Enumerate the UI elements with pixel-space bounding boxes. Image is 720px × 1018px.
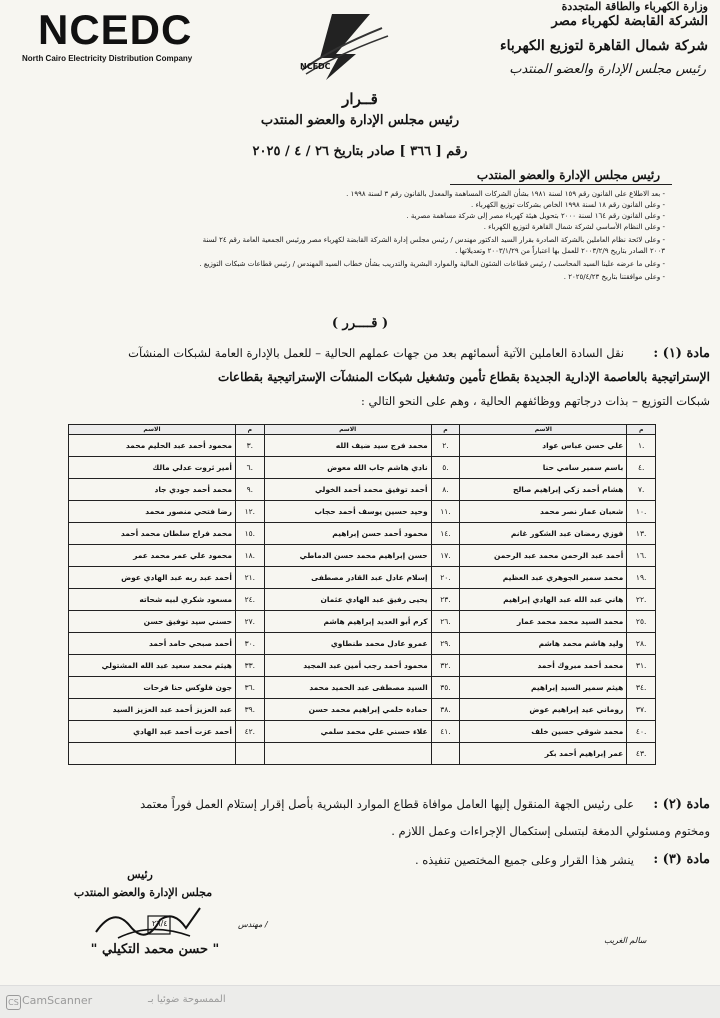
table-header-row bbox=[69, 425, 656, 435]
employee-name-cell: محمد سمير الجوهري عبد العظيم bbox=[460, 567, 627, 589]
employee-name-cell bbox=[264, 743, 431, 765]
employee-name-cell: السيد مصطفى عبد الحميد محمد bbox=[264, 677, 431, 699]
handwritten-signature bbox=[90, 902, 210, 946]
employee-name-cell: نادي هاشم جاب الله معوض bbox=[264, 457, 431, 479]
holding-name: الشركة القابضة لكهرباء مصر bbox=[551, 14, 708, 29]
preamble-line: - وعلى موافقتنا بتاريخ ٢٠٢٥/٤/٢٣ . bbox=[563, 273, 665, 281]
col-number-header: م bbox=[235, 425, 264, 435]
employee-name-cell: محمد أحمد مبروك أحمد bbox=[460, 655, 627, 677]
employee-name-cell: كرم أبو العديد إبراهيم هاشم bbox=[264, 611, 431, 633]
preamble-line: - وعلى النظام الأساسي لشركة شمال القاهرة لتوزيع الكهرباء . bbox=[483, 223, 665, 231]
employee-name-cell: محمود أحمد حسن إبراهيم bbox=[264, 523, 431, 545]
row-number-cell: .١٣ bbox=[627, 523, 656, 545]
table-row bbox=[69, 699, 656, 721]
table-row bbox=[69, 677, 656, 699]
employee-name-cell: أحمد عبد ربه عبد الهادي عوض bbox=[69, 567, 236, 589]
preamble-line: - وعلى القانون رقم ١٨ لسنة ١٩٩٨ الخاص بشركات توزيع الكهرباء . bbox=[471, 201, 665, 209]
camscanner-label: CamScanner bbox=[22, 994, 93, 1007]
preamble-line: ٢٠٠٣ الصادر بتاريخ ٢٠٠٣/٢/٩ للعمل بها اعتباراً من ٢٠٠٣/١/٢٩ وتعديلاتها . bbox=[455, 247, 665, 255]
employee-name-cell: محمود أحمد عبد الحليم محمد bbox=[69, 435, 236, 457]
employee-name-cell bbox=[69, 743, 236, 765]
camscanner-logo-icon: CS bbox=[6, 995, 21, 1010]
employee-name-cell: محمد السيد محمد محمد عمار bbox=[460, 611, 627, 633]
table-row bbox=[69, 589, 656, 611]
row-number-cell: .٤٠ bbox=[627, 721, 656, 743]
row-number-cell: .١٤ bbox=[431, 523, 460, 545]
preamble-line: - وعلى القانون رقم ١٦٤ لسنة ٢٠٠٠ بتحويل هيئة كهرباء مصر إلى شركة مساهمة مصرية . bbox=[406, 212, 665, 220]
decree-heading: ( قــــرر ) bbox=[331, 316, 389, 331]
row-number-cell: .٢٩ bbox=[431, 633, 460, 655]
employee-name-cell: هشام أحمد زكي إبراهيم صالح bbox=[460, 479, 627, 501]
row-number-cell: .٢٦ bbox=[431, 611, 460, 633]
row-number-cell bbox=[235, 743, 264, 765]
employee-name-cell: محمد فرج سيد ضيف الله bbox=[264, 435, 431, 457]
employee-name-cell: حمادة حلمي إبراهيم محمد حسن bbox=[264, 699, 431, 721]
row-number-cell: .٤١ bbox=[431, 721, 460, 743]
employee-name-cell: هاني عبد الله عبد الهادي إبراهيم bbox=[460, 589, 627, 611]
col-name-header: الاسم bbox=[69, 425, 236, 435]
employee-name-cell: محمد فراج سلطان محمد أحمد bbox=[69, 523, 236, 545]
table-row bbox=[69, 655, 656, 677]
row-number-cell: .٥ bbox=[431, 457, 460, 479]
row-number-cell: .٢٢ bbox=[627, 589, 656, 611]
row-number-cell: .٢٧ bbox=[235, 611, 264, 633]
handwritten-note: سالم الغريب bbox=[604, 936, 647, 945]
employee-name-cell: وحيد حسين يوسف أحمد حجاب bbox=[264, 501, 431, 523]
row-number-cell: .٤ bbox=[627, 457, 656, 479]
employee-name-cell: علي حسن عباس عواد bbox=[460, 435, 627, 457]
article-1-line: شبكات التوزيع – بذات درجاتهم ووظائفهم الحالية ، وهم على النحو التالي : bbox=[361, 394, 710, 408]
employee-name-cell: باسم سمير سامي حنا bbox=[460, 457, 627, 479]
article-2-line: على رئيس الجهة المنقول إليها العامل موافاة قطاع الموارد البشرية بأصل إقرار إستلام العمل فوراً معتمد bbox=[140, 797, 634, 811]
row-number-cell: .٢٥ bbox=[627, 611, 656, 633]
employee-name-cell: يحيى رفيق عبد الهادي عثمان bbox=[264, 589, 431, 611]
employees-table bbox=[68, 424, 656, 765]
handwritten-chairman: رئيس مجلس الإدارة والعضو المنتدب bbox=[509, 62, 706, 77]
row-number-cell: .٧ bbox=[627, 479, 656, 501]
row-number-cell: .٤٣ bbox=[627, 743, 656, 765]
row-number-cell: .٦ bbox=[235, 457, 264, 479]
article-3-text: ينشر هذا القرار وعلى جميع المختصين تنفيذه . bbox=[414, 853, 634, 867]
table-row bbox=[69, 567, 656, 589]
signatory-name: " حسن محمد التكيلي " bbox=[90, 942, 220, 957]
scanner-footer bbox=[0, 985, 720, 1018]
table-row bbox=[69, 545, 656, 567]
row-number-cell: .١٨ bbox=[235, 545, 264, 567]
employee-name-cell: علاء حسني علي محمد سلمي bbox=[264, 721, 431, 743]
row-number-cell: .٢١ bbox=[235, 567, 264, 589]
row-number-cell: .١٥ bbox=[235, 523, 264, 545]
preamble-heading: رئيس مجلس الإدارة والعضو المنتدب bbox=[476, 168, 660, 182]
employee-name-cell: وليد هاشم محمد هاشم bbox=[460, 633, 627, 655]
engineer-label: مهندس / bbox=[238, 920, 268, 929]
row-number-cell: .٤٢ bbox=[235, 721, 264, 743]
emblem-label: NCEDC bbox=[300, 62, 331, 71]
row-number-cell: .١٩ bbox=[627, 567, 656, 589]
row-number-cell: .١١ bbox=[431, 501, 460, 523]
row-number-cell: .٣٧ bbox=[627, 699, 656, 721]
employee-name-cell: محمود أحمد رجب أمين عبد المجيد bbox=[264, 655, 431, 677]
row-number-cell: .٢٠ bbox=[431, 567, 460, 589]
row-number-cell: .١٢ bbox=[235, 501, 264, 523]
row-number-cell: .٩ bbox=[235, 479, 264, 501]
employee-name-cell: شعبان عمار نصر محمد bbox=[460, 501, 627, 523]
ministry-name: وزارة الكهرباء والطاقة المتجددة bbox=[561, 0, 708, 13]
logo-subtitle: North Cairo Electricity Distribution Company bbox=[22, 54, 193, 63]
row-number-cell: .٣٢ bbox=[431, 655, 460, 677]
table-row bbox=[69, 523, 656, 545]
company-emblem bbox=[262, 8, 412, 80]
preamble-line: - وعلى لائحة نظام العاملين بالشركة الصادرة بقرار السيد الدكتور مهندس / رئيس مجلس إدارة الشركة القابضة لكهرباء مصر ورئيس الجمعية العامة رقم ٢٤ لسنة bbox=[202, 236, 665, 244]
employee-name-cell: مسعود شكري لبيه شحاته bbox=[69, 589, 236, 611]
row-number-cell: .١٧ bbox=[431, 545, 460, 567]
employee-name-cell: رضا فتحي منصور محمد bbox=[69, 501, 236, 523]
employee-name-cell: أحمد عبد الرحمن محمد عبد الرحمن bbox=[460, 545, 627, 567]
employee-name-cell: محمد شوقي حسين خلف bbox=[460, 721, 627, 743]
article-3-label: مادة (٣) : bbox=[653, 852, 710, 867]
employee-name-cell: أحمد توفيق محمد أحمد الخولي bbox=[264, 479, 431, 501]
row-number-cell: .٣٣ bbox=[235, 655, 264, 677]
employee-name-cell: محمد أحمد جودي جاد bbox=[69, 479, 236, 501]
row-number-cell: .٢٨ bbox=[627, 633, 656, 655]
decision-title: قــرار bbox=[342, 90, 378, 108]
preamble-line: - وعلى ما عرضه علينا السيد المحاسب / رئيس قطاعات الشئون المالية والموارد البشرية والتدريب بشأن خطاب السيد المهندس / رئيس قطاعات شبكات التوزيع . bbox=[199, 260, 665, 268]
row-number-cell: .٣٨ bbox=[431, 699, 460, 721]
employee-name-cell: إسلام عادل عبد القادر مصطفى bbox=[264, 567, 431, 589]
table-row bbox=[69, 721, 656, 743]
company-name: شركة شمال القاهرة لتوزيع الكهرباء bbox=[500, 38, 708, 54]
signature-date: ٢٦/٤ bbox=[152, 919, 168, 928]
employee-name-cell: محمود علي عمر محمد عمر bbox=[69, 545, 236, 567]
row-number-cell: .٣٤ bbox=[627, 677, 656, 699]
preamble-line: - بعد الاطلاع على القانون رقم ١٥٩ لسنة ١٩٨١ بشأن الشركات المساهمة والمعدل بالقانون رقم ٣ لسنة ١٩٩٨ . bbox=[346, 190, 665, 198]
table-row bbox=[69, 479, 656, 501]
employee-name-cell: حسني سيد توفيق حسن bbox=[69, 611, 236, 633]
col-name-header: الاسم bbox=[264, 425, 431, 435]
col-name-header: الاسم bbox=[460, 425, 627, 435]
company-logo: NCEDC bbox=[38, 6, 193, 53]
row-number-cell: .٣٦ bbox=[235, 677, 264, 699]
row-number-cell: .١٦ bbox=[627, 545, 656, 567]
scanned-by-label: الممسوحة ضوئيا بـ bbox=[148, 994, 226, 1005]
employee-name-cell: عبد العزيز أحمد عبد العزيز السيد bbox=[69, 699, 236, 721]
row-number-cell: .٢ bbox=[431, 435, 460, 457]
employee-name-cell: فوزي رمضان عبد الشكور غانم bbox=[460, 523, 627, 545]
employee-name-cell: هيثم محمد سعيد عبد الله المشتولي bbox=[69, 655, 236, 677]
table-row bbox=[69, 457, 656, 479]
row-number-cell: .١ bbox=[627, 435, 656, 457]
employee-name-cell: أحمد صبحي حامد أحمد bbox=[69, 633, 236, 655]
row-number-cell: .٣٠ bbox=[235, 633, 264, 655]
employee-name-cell: أمير ثروت عدلي مالك bbox=[69, 457, 236, 479]
article-1-line: الإستراتيجية بالعاصمة الإدارية الجديدة بقطاع تأمين وتشغيل شبكات المنشآت الإستراتيجية بقطاعات bbox=[217, 370, 710, 384]
row-number-cell bbox=[431, 743, 460, 765]
employee-name-cell: عمر إبراهيم أحمد بكر bbox=[460, 743, 627, 765]
col-number-header: م bbox=[431, 425, 460, 435]
employee-name-cell: هيثم سمير السيد إبراهيم bbox=[460, 677, 627, 699]
row-number-cell: .٣٩ bbox=[235, 699, 264, 721]
article-1-label: مادة (١) : bbox=[653, 346, 710, 361]
employee-name-cell: روماني عيد إبراهيم عوض bbox=[460, 699, 627, 721]
employee-name-cell: جون فلوكس حنا فرحات bbox=[69, 677, 236, 699]
row-number-cell: .٨ bbox=[431, 479, 460, 501]
employee-name-cell: عمرو عادل محمد طنطاوي bbox=[264, 633, 431, 655]
table-row bbox=[69, 633, 656, 655]
article-1-line: نقل السادة العاملين الآتية أسمائهم بعد من جهات عملهم الحالية – للعمل بالإدارة العامة لشبكات المنشآت bbox=[128, 346, 624, 360]
table-row bbox=[69, 743, 656, 765]
row-number-cell: .٣ bbox=[235, 435, 264, 457]
signature-title: رئيس bbox=[127, 868, 153, 881]
row-number-cell: .١٠ bbox=[627, 501, 656, 523]
employee-name-cell: حسن إبراهيم محمد حسن الدماطي bbox=[264, 545, 431, 567]
employee-name-cell: أحمد عزت أحمد عبد الهادي bbox=[69, 721, 236, 743]
table-row bbox=[69, 611, 656, 633]
row-number-cell: .٢٤ bbox=[235, 589, 264, 611]
row-number-cell: .٣٥ bbox=[431, 677, 460, 699]
signature-title: مجلس الإدارة والعضو المنتدب bbox=[73, 886, 213, 899]
table-row bbox=[69, 501, 656, 523]
chairman-title: رئيس مجلس الإدارة والعضو المنتدب bbox=[260, 113, 460, 128]
col-number-header: م bbox=[627, 425, 656, 435]
preamble-underline bbox=[450, 184, 672, 185]
decision-number: رقم [ ٣٦٦ ] صادر بتاريخ ٢٦ / ٤ / ٢٠٢٥ bbox=[252, 144, 468, 159]
table-row bbox=[69, 435, 656, 457]
article-2-line: ومختوم ومسئولي الدمغة لبتسلى إستكمال الإجراءات وعمل اللازم . bbox=[391, 824, 710, 838]
article-2-label: مادة (٢) : bbox=[653, 797, 710, 812]
row-number-cell: .٣١ bbox=[627, 655, 656, 677]
row-number-cell: .٢٣ bbox=[431, 589, 460, 611]
